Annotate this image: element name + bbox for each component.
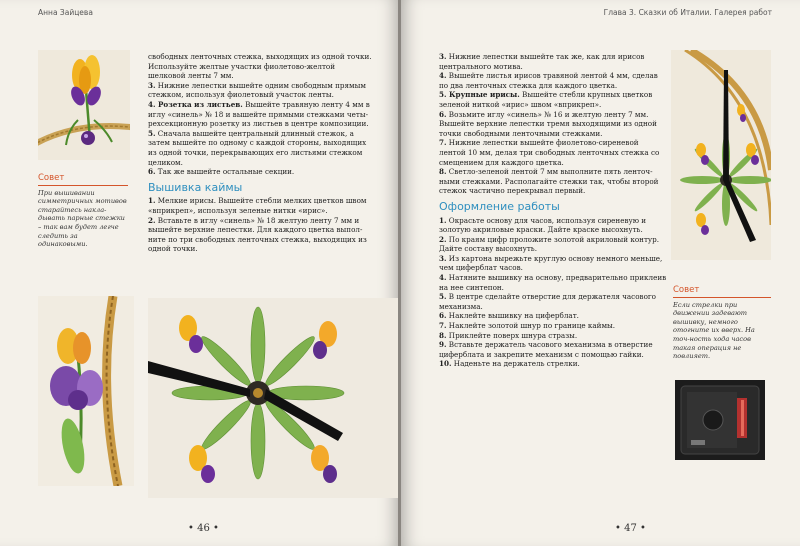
para-right-8 <box>439 235 667 254</box>
step-text: Вышейте листья ирисов травяной лентой 4 мм, сделав по два ленточных стежка для каждого цветка. <box>439 71 658 90</box>
step-number: 4. <box>148 99 156 109</box>
para-right-11 <box>439 292 667 311</box>
para-right-5 <box>439 138 667 167</box>
step-text: Наденьте на держатель стрелки. <box>451 359 580 369</box>
para-right-15 <box>439 340 667 359</box>
running-head-left: Анна Зайцева <box>38 8 93 17</box>
tip-divider <box>38 185 128 186</box>
step-text: Вставьте держатель часового механизма в отверстие циферблата и закрепите механизм с помощью гайки. <box>439 340 653 359</box>
step-text: Приклейте поверх шнура стразы. <box>446 330 578 340</box>
tip-box-left <box>38 174 128 249</box>
para-right-10 <box>439 273 667 292</box>
para-left-3 <box>148 100 373 129</box>
step-text: Мелкие ирисы. Вышейте стебли мелких цветков швом «вприкреп», используя зеленые нитки «ирис». <box>148 196 367 215</box>
step-number: 5. <box>439 90 447 100</box>
step-number: 6. <box>439 311 447 321</box>
para-left-7 <box>148 216 373 254</box>
step-text: В центре сделайте отверстие для держателя часового механизма. <box>439 292 657 311</box>
step-number: 4. <box>439 71 447 81</box>
page-number-left: • 46 • <box>188 523 219 534</box>
iris-border-photo <box>38 296 134 486</box>
clock-embroidery-photo <box>148 298 399 498</box>
right-column <box>439 52 667 369</box>
left-page <box>0 0 399 546</box>
para-right-16 <box>439 359 667 369</box>
para-right-12 <box>439 311 667 321</box>
para-right-7 <box>439 216 667 235</box>
para-right-14 <box>439 331 667 341</box>
step-number: 10. <box>439 359 452 369</box>
step-text: Окрасьте основу для часов, используя сиреневую и золотую акриловые краски. Дайте краске высохнуть. <box>439 215 647 235</box>
para-right-3 <box>439 90 667 109</box>
step-text: По краям цифр проложите золотой акриловый контур. Дайте составу высохнуть. <box>439 234 660 254</box>
tip-box-right <box>673 286 771 361</box>
para-left-6 <box>148 196 373 215</box>
section-heading-border: Вышивка каймы <box>148 180 243 194</box>
para-left-1: свободных ленточных стежка, выходящих из одной точки. Используйте желтые участки фиолетово-желтой шелковой ленты 7 мм. <box>148 52 372 81</box>
step-bold: Крупные ирисы. <box>446 90 520 100</box>
para-right-6 <box>439 167 667 196</box>
step-text: Нижние лепестки вышейте фиолетово-сиреневой лентой 10 мм, делая три свободных ленточных стежка со смещением для каждого цветка. <box>439 138 660 167</box>
step-number: 9. <box>439 340 447 350</box>
step-number: 1. <box>148 196 156 206</box>
step-text: Возьмите иглу «синель» № 16 и желтую ленту 7 мм. Вышейте верхние лепестки тремя выходящими из одной точки свободными ленточными стежками. <box>439 109 657 138</box>
step-number: 5. <box>148 128 156 138</box>
step-number: 7. <box>439 138 447 148</box>
step-number: 4. <box>439 273 447 283</box>
right-page <box>401 0 800 546</box>
tip-text: Если стрелки при движении задевают вышивку, немного отогните их вверх. На точ-ность хода часов такая операция не повлияет. <box>673 300 755 361</box>
step-number: 8. <box>439 330 447 340</box>
step-text: Вставьте в иглу «синель» № 18 желтую ленту 7 мм и вышейте верхние лепестки. Для каждого цветка выпол-ните по три свободных ленточных стежка, выходящих из одной точки. <box>148 215 367 254</box>
para-left-2 <box>148 81 373 100</box>
para-right-1 <box>439 52 667 71</box>
para-right-4 <box>439 110 667 139</box>
step-number: 2. <box>148 215 156 225</box>
para-right-9 <box>439 254 667 273</box>
tip-divider <box>673 297 771 298</box>
step-text: Светло-зеленой лентой 7 мм выполните пять ленточ-ными стежками. Располагайте стежки так, чтобы второй стежок частично перекрывал первый. <box>439 167 659 196</box>
step-number: 7. <box>439 321 447 331</box>
clock-full-photo <box>671 50 771 260</box>
step-number: 8. <box>439 167 447 177</box>
step-text: Нижние лепестки вышейте одним свободным прямым стежком, используя фиолетовый участок ленты. <box>148 80 366 100</box>
page-number-right: • 47 • <box>615 523 646 534</box>
step-number: 1. <box>439 215 447 225</box>
para-right-2 <box>439 71 667 90</box>
step-text: Натяните вышивку на основу, предварительно приклеив на нее синтепон. <box>439 273 667 292</box>
step-text: Нижние лепестки вышейте так же, как для ирисов центрального мотива. <box>439 52 645 71</box>
running-head-right: Глава 3. Сказки об Италии. Галерея работ <box>603 8 772 17</box>
step-text: Сначала вышейте центральный длинный стежок, а затем вышейте по одному с каждой стороны, выходящих из одной точки, перекрывающих его листьями стежком целиком. <box>148 128 367 167</box>
step-bold: Розетка из листьев. <box>155 99 243 109</box>
step-number: 6. <box>439 109 447 119</box>
step-number: 6. <box>148 167 156 177</box>
step-number: 5. <box>439 292 447 302</box>
tip-title: Совет <box>38 173 65 183</box>
tip-text: При вышивании симметричных мотивов старайтесь накла-дывать парные стежки – так вам будет легче следить за одинаковыми. <box>38 188 127 249</box>
step-number: 2. <box>439 234 447 244</box>
step-text: Из картона вырежьте круглую основу немного меньше, чем циферблат часов. <box>439 253 663 273</box>
step-number: 3. <box>148 80 156 90</box>
clock-mechanism-photo <box>675 380 765 460</box>
para-right-13 <box>439 321 667 331</box>
left-column <box>148 52 373 254</box>
para-left-4 <box>148 129 373 167</box>
step-text: Наклейте вышивку на циферблат. <box>446 311 579 321</box>
step-number: 3. <box>439 52 447 61</box>
section-heading-finishing: Оформление работы <box>439 199 560 213</box>
tip-title: Совет <box>673 285 700 295</box>
step-number: 3. <box>439 253 447 263</box>
step-text: Наклейте золотой шнур по границе каймы. <box>446 321 616 331</box>
para-left-5 <box>148 167 373 177</box>
step-text: Так же вышейте остальные секции. <box>155 167 295 177</box>
step-text: Вышейте травяную ленту 4 мм в иглу «синель» № 18 и вышейте прямыми стежками четы-рехсекционную розетку из листьев в центре композиции. <box>148 99 370 129</box>
step-text: Вышейте стебли крупных цветков зеленой ниткой «ирис» швом «вприкреп». <box>439 90 653 109</box>
iris-detail-photo <box>38 50 130 160</box>
